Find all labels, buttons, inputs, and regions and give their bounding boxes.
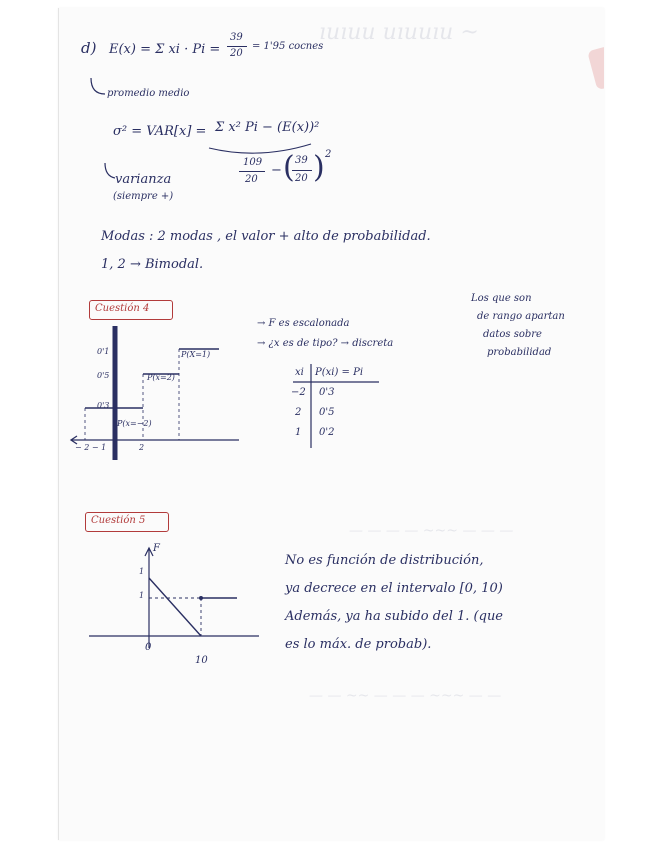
table-header-xi: xi [295,367,304,378]
table-row-1-x: −2 [291,387,306,398]
table-row-3-p: 0'2 [319,427,335,438]
notebook-page [58,8,604,840]
graph-x-ticks: − 2 − 1 [75,443,107,452]
table-row-3-x: 1 [295,427,302,438]
bleed-through-text: ıuıuu uıuuıu ~ [319,20,479,45]
variance-minus: − [271,163,282,178]
mean-note: promedio medio [107,88,190,99]
table-row-2-p: 0'5 [319,407,335,418]
expectation-fraction-denominator: 20 [230,48,243,59]
expectation-formula: E(x) = Σ xi · Pi = [109,42,221,57]
q5-line-4: es lo máx. de probab). [285,637,432,652]
q5-line-2: ya decrece en el intervalo [0, 10) [285,581,503,596]
part-d-label: d) [81,39,97,57]
table-header-pi: P(xi) = Pi [315,367,364,378]
x-end-label: 10 [195,655,208,666]
y-one-label-b: 1 [139,591,145,600]
step-mid-label: P(x=2) [147,373,175,382]
question4-title: Cuestión 4 [95,303,150,314]
side-note-line-1: Los que son [471,293,532,304]
variance-exponent: 2 [325,149,332,160]
variance-paren-denominator: 20 [295,173,308,184]
variance-definition-lhs: σ² = VAR[x] = [113,124,207,139]
graph-y-top-label: 0'1 [97,347,110,356]
q5-line-3: Además, ya ha subido del 1. (que [285,609,504,624]
side-note-line-3: datos sobre [483,329,542,340]
side-note-line-4: probabilidad [487,347,552,358]
bleed-through-text: — — — — ~~~ — — — [349,523,514,539]
question5-graph [59,8,604,840]
table-row-2-x: 2 [295,407,302,418]
variance-note: (siempre +) [113,191,174,202]
modes-values: 1, 2 → Bimodal. [101,257,204,272]
q5-line-1: No es función de distribución, [285,553,484,568]
variance-denominator: 20 [245,174,258,185]
step-low-label: P(x=−2) [117,419,152,428]
variance-numerator: 109 [243,157,263,168]
step-top-label: P(X=1) [181,350,211,359]
table-row-1-p: 0'3 [319,387,335,398]
question5-title: Cuestión 5 [91,515,146,526]
note-variable-type: → ¿x es de tipo? → discreta [257,338,394,349]
axis-f-label: F [153,543,160,554]
left-paren: ( [283,150,295,185]
variance-paren-numerator: 39 [295,155,308,166]
y-one-label-a: 1 [139,567,145,576]
graph-y-low-label: 0'3 [97,401,110,410]
graph-y-mid-label: 0'5 [97,371,110,380]
bleed-through-text: — — ~~ — — — ~~~ — — [309,688,502,704]
right-paren: ) [313,150,325,185]
origin-label: 0 [145,642,152,653]
modes-line: Modas : 2 modas , el valor + alto de probabilidad. [101,229,431,244]
variance-definition-rhs: Σ x² Pi − (E(x))² [215,120,320,135]
graph-x-tick-2: 2 [139,443,145,452]
expectation-fraction-numerator: 39 [230,32,243,43]
variance-label: varianza [115,172,172,187]
note-step-function: → F es escalonada [257,318,350,329]
expectation-result: = 1'95 cocnes [252,41,324,52]
side-note-line-2: de rango apartan [477,311,565,322]
